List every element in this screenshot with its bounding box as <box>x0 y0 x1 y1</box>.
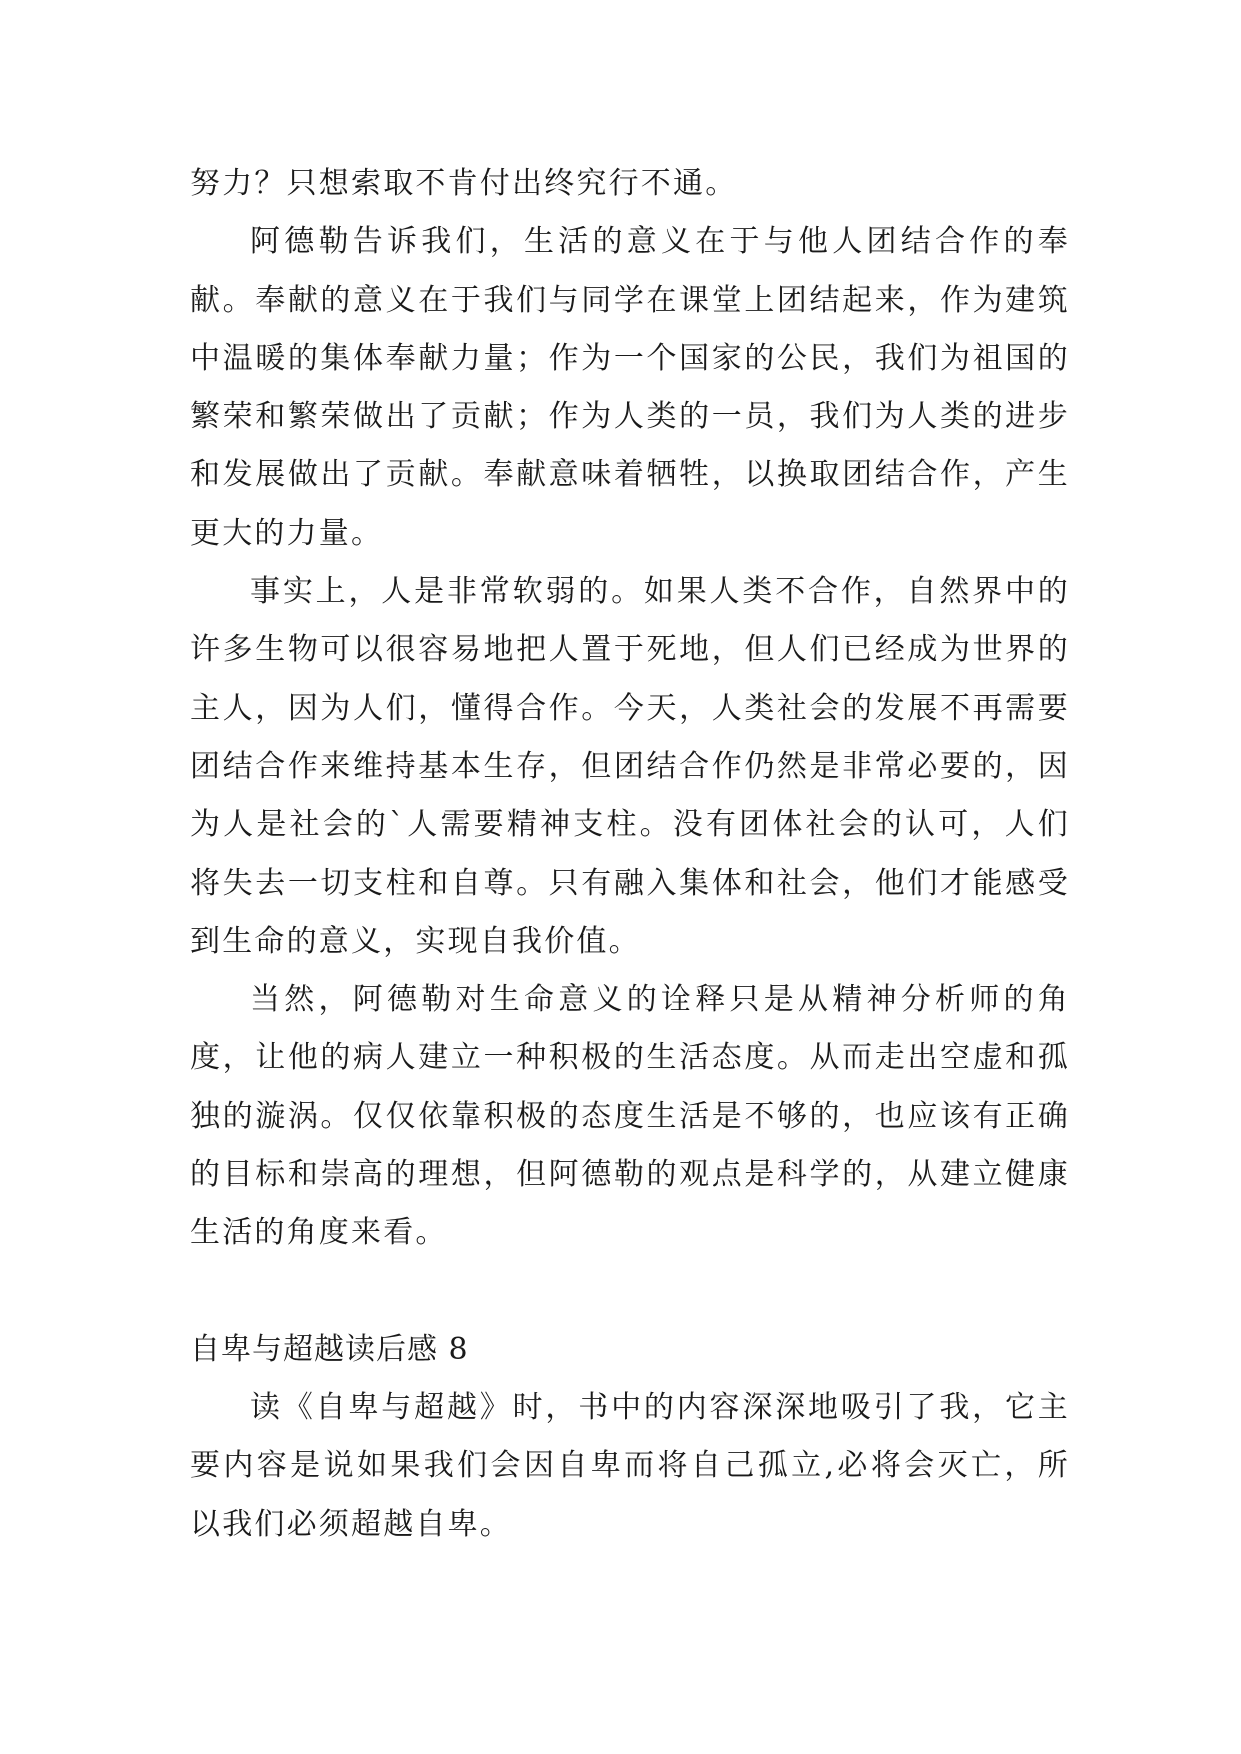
paragraph-cooperation: 事实上，人是非常软弱的。如果人类不合作，自然界中的许多生物可以很容易地把人置于死地，但人们已经成为世界的主人，因为人们，懂得合作。今天，人类社会的发展不再需要团结合作来维持基本生存，但团结合作仍然是非常必要的，因为人是社会的`人需要精神支柱。没有团体社会的认可，人们将失去一切支柱和自尊。只有融入集体和社会，他们才能感受到生命的意义，实现自我价值。 <box>190 574 1070 959</box>
document-body <box>190 155 1070 1554</box>
paragraph-reading-intro: 读《自卑与超越》时，书中的内容深深地吸引了我，它主要内容是说如果我们会因自卑而将自己孤立,必将会灭亡，所以我们必须超越自卑。 <box>190 1389 1070 1542</box>
paragraph-continuation: 努力？只想索取不肯付出终究行不通。 <box>190 166 738 201</box>
paragraph-adler-contribution: 阿德勒告诉我们，生活的意义在于与他人团结合作的奉献。奉献的意义在于我们与同学在课堂上团结起来，作为建筑中温暖的集体奉献力量；作为一个国家的公民，我们为祖国的繁荣和繁荣做出了贡献；作为人类的一员，我们为人类的进步和发展做出了贡献。奉献意味着牺牲，以换取团结合作，产生更大的力量。 <box>190 224 1070 551</box>
section-heading: 自卑与超越读后感 8 <box>190 1331 469 1367</box>
paragraph-interpretation: 当然，阿德勒对生命意义的诠释只是从精神分析师的角度，让他的病人建立一种积极的生活态度。从而走出空虚和孤独的漩涡。仅仅依靠积极的态度生活是不够的，也应该有正确的目标和崇高的理想，但阿德勒的观点是科学的，从建立健康生活的角度来看。 <box>190 982 1070 1251</box>
